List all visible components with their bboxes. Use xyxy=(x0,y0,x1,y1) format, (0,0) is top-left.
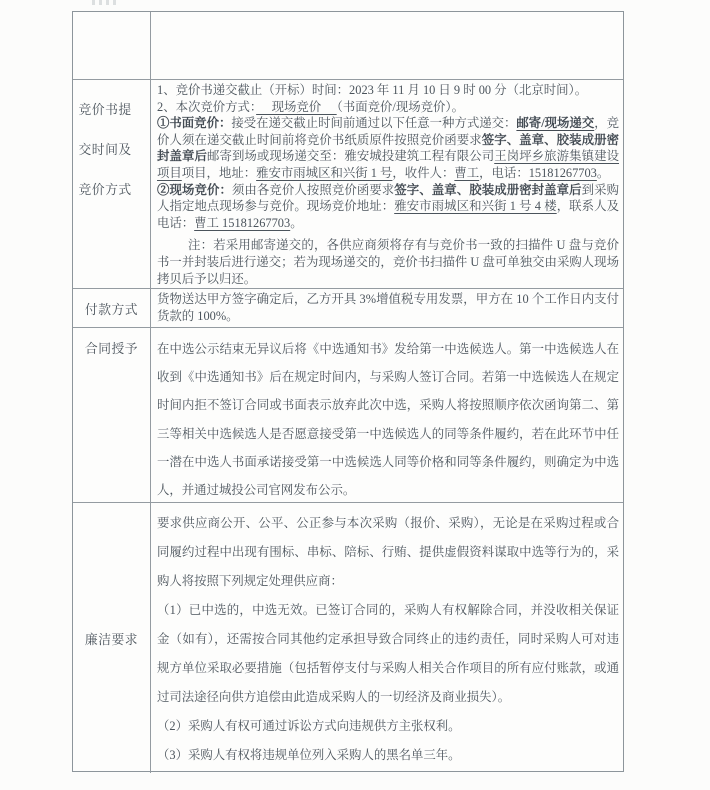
row-label-payment-method-text: 付款方式 xyxy=(84,302,139,317)
row-label-bid-submission-text: 竞价书提交时间及竞价方式 xyxy=(78,103,132,197)
row-label-integrity-requirements-text: 廉洁要求 xyxy=(84,632,139,647)
scan-artifact xyxy=(92,0,120,5)
row-content-integrity-requirements: 要求供应商公开、公平、公正参与本次采购（报价、采购），无论是在采购过程或合同履约过程中出现有围标、串标、陪标、行贿、提供虚假资料谋取中选等行为的，采购人将按照下列规定处理供应商： （1）已中选的，中选无效。已签订合同的，采购人有权解除合同，并没收相关保证金（如有），还需按合同其他约定承担导致合同终止的违约责任，同时采购人可对违规方单位采取必要措施（包括暂停支付与采购人相关合作项目的所有应付账款，或通过司法途径向供方追偿由此造成采购人的一切经济及商业损失）。 （2）采购人有权可通过诉讼方式向违规供方主张权利。 （3）采购人有权将违规单位列入采购人的黑名单三年。 xyxy=(157,516,619,762)
empty-row-content-cell xyxy=(151,12,623,80)
row-label-contract-award xyxy=(73,328,151,503)
row-content-bid-submission: 1、竞价书递交截止（开标）时间：2023 年 11 月 10 日 9 时 00 分（北京时间）。 2、本次竞价方式： 现场竞价 （书面竞价/现场竞价）。 ①书面竞价：接受在递交截止时间前通过以下任意一种方式递交：邮寄/现场递交，竞价人须在递交截止时间前将竞价书纸质原件按照竞价函要求签字、盖章、胶装成册密封盖章后邮寄到场或现场递交至：雅安城投建筑工程有限公司王岗坪乡旅游集镇建设项目项目，地址：雅安市雨城区和兴街 1 号，收件人：曹工，电话：15181267703。 ②现场竞价：须由各竞价人按照竞价函要求签字、盖章、胶装成册密封盖章后到采购人指定地点现场参与竞价。现场竞价地址：雅安市雨城区和兴街 1 号 4 楼，联系人及电话：曹工 15181267703。 注：若采用邮寄递交的，各供应商须将存有与竞价书一致的扫描件 U 盘与竞价书一并封装后进行递交；若为现场递交的，竞价书扫描件 U 盘可单独交由采购人现场拷贝后予以归还。 xyxy=(151,80,623,289)
row-content-contract-award: 在中选公示结束无异议后将《中选通知书》发给第一中选候选人。第一中选候选人在收到《中选通知书》后在规定时间内，与采购人签订合同。若第一中选候选人在规定时间内拒不签订合同或书面表示放弃此次中选，采购人将按照顺序依次函询第二、第三等相关中选候选人是否愿意接受第一中选候选人的同等条件履约，若在此环节中任一潜在中选人书面承诺接受第一中选候选人同等价格和同等条件履约，则确定为中选人，并通过城投公司官网发布公示。 xyxy=(151,328,623,503)
empty-row-label-cell xyxy=(73,12,151,80)
row-label-contract-award-text: 合同授予 xyxy=(84,342,139,356)
row-label-bid-submission xyxy=(73,80,151,289)
row-label-payment-method xyxy=(73,289,151,328)
procurement-terms-table xyxy=(72,11,624,772)
row-label-integrity-requirements xyxy=(73,503,151,773)
row-content-payment-method: 货物送达甲方签字确定后，乙方开具 3%增值税专用发票，甲方在 10 个工作日内支付货款的 100%。 xyxy=(151,289,623,328)
